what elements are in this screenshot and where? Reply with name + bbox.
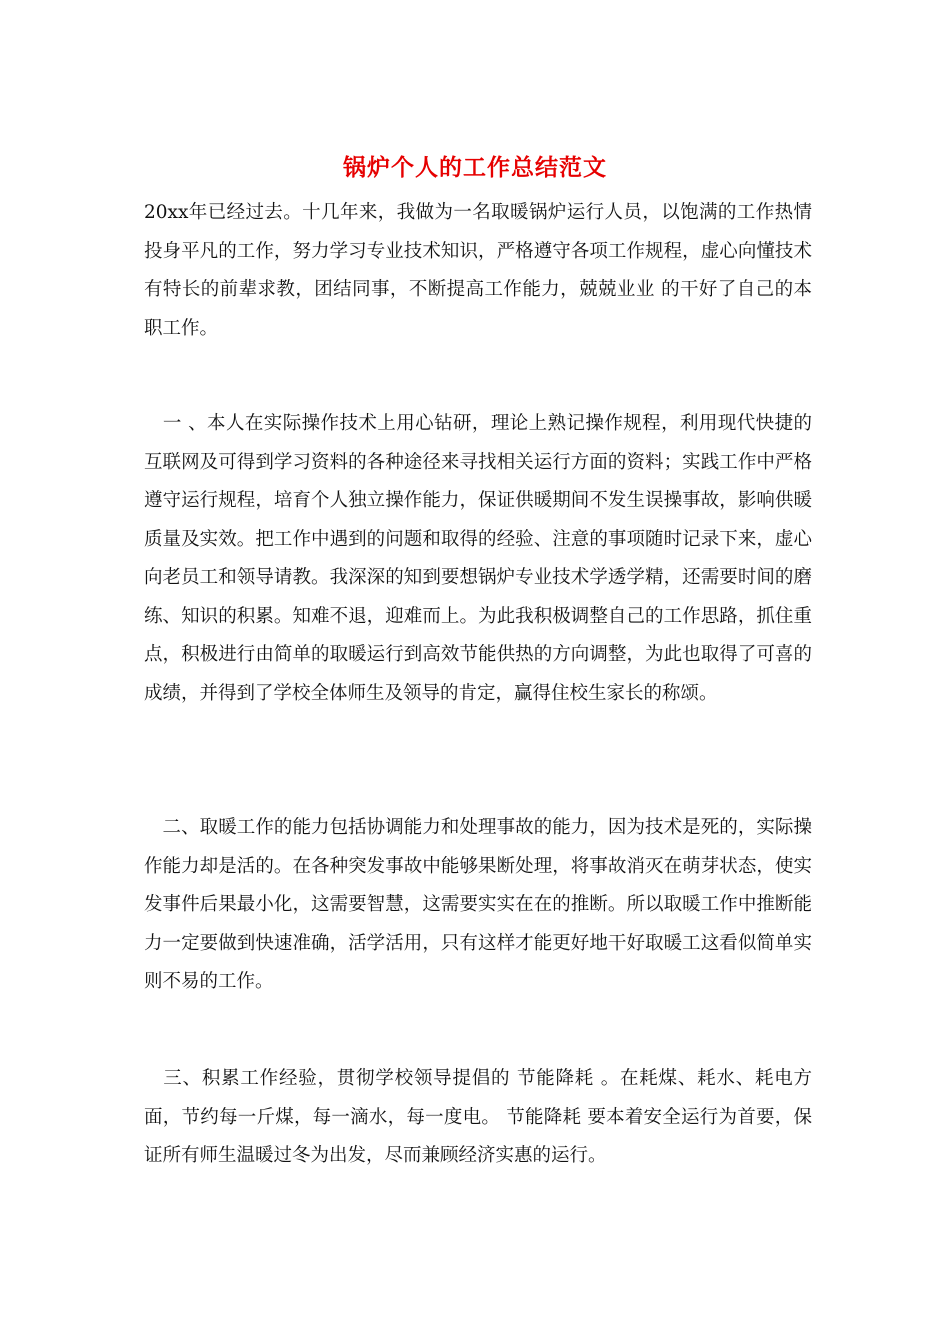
paragraph-section-1: 一 、本人在实际操作技术上用心钻研，理论上熟记操作规程，利用现代快捷的互联网及可得到学习资料的各种途径来寻找相关运行方面的资料；实践工作中严格遵守运行规程，培育个人独立操作能力，保证供暖期间不发生误操事故，影响供暖质量及实效。把工作中遇到的问题和取得的经验、注意的事项随时记录下来，虚心向老员工和领导请教。我深深的知到要想锅炉专业技术学透学精，还需要时间的磨练、知识的积累。知难不退，迎难而上。为此我积极调整自己的工作思路，抓住重点，积极进行由简单的取暖运行到高效节能供热的方向调整，为此也取得了可喜的成绩，并得到了学校全体师生及领导的肯定，赢得住校生家长的称颂。 [144, 413, 812, 704]
paragraph-section-2: 二、取暖工作的能力包括协调能力和处理事故的能力，因为技术是死的，实际操作能力却是活的。在各种突发事故中能够果断处理，将事故消灭在萌芽状态，使实发事件后果最小化，这需要智慧，这需要实实在在的推断。所以取暖工作中推断能力一定要做到快速准确，活学活用，只有这样才能更好地干好取暖工这看似简单实则不易的工作。 [144, 817, 812, 992]
paragraph-intro: 20xx年已经过去。十几年来，我做为一名取暖锅炉运行人员，以饱满的工作热情投身平凡的工作，努力学习专业技术知识，严格遵守各项工作规程，虚心向懂技术有特长的前辈求教，团结同事，不断提高工作能力，兢兢业业 的干好了自己的本职工作。 [144, 202, 812, 339]
document-title: 锅炉个人的工作总结范文 [343, 155, 607, 181]
paragraph-section-3: 三、积累工作经验，贯彻学校领导提倡的 节能降耗 。在耗煤、耗水、耗电方面，节约每一斤煤，每一滴水，每一度电。 节能降耗 要本着安全运行为首要，保证所有师生温暖过冬为出发，尽而兼顾经济实惠的运行。 [144, 1068, 812, 1166]
